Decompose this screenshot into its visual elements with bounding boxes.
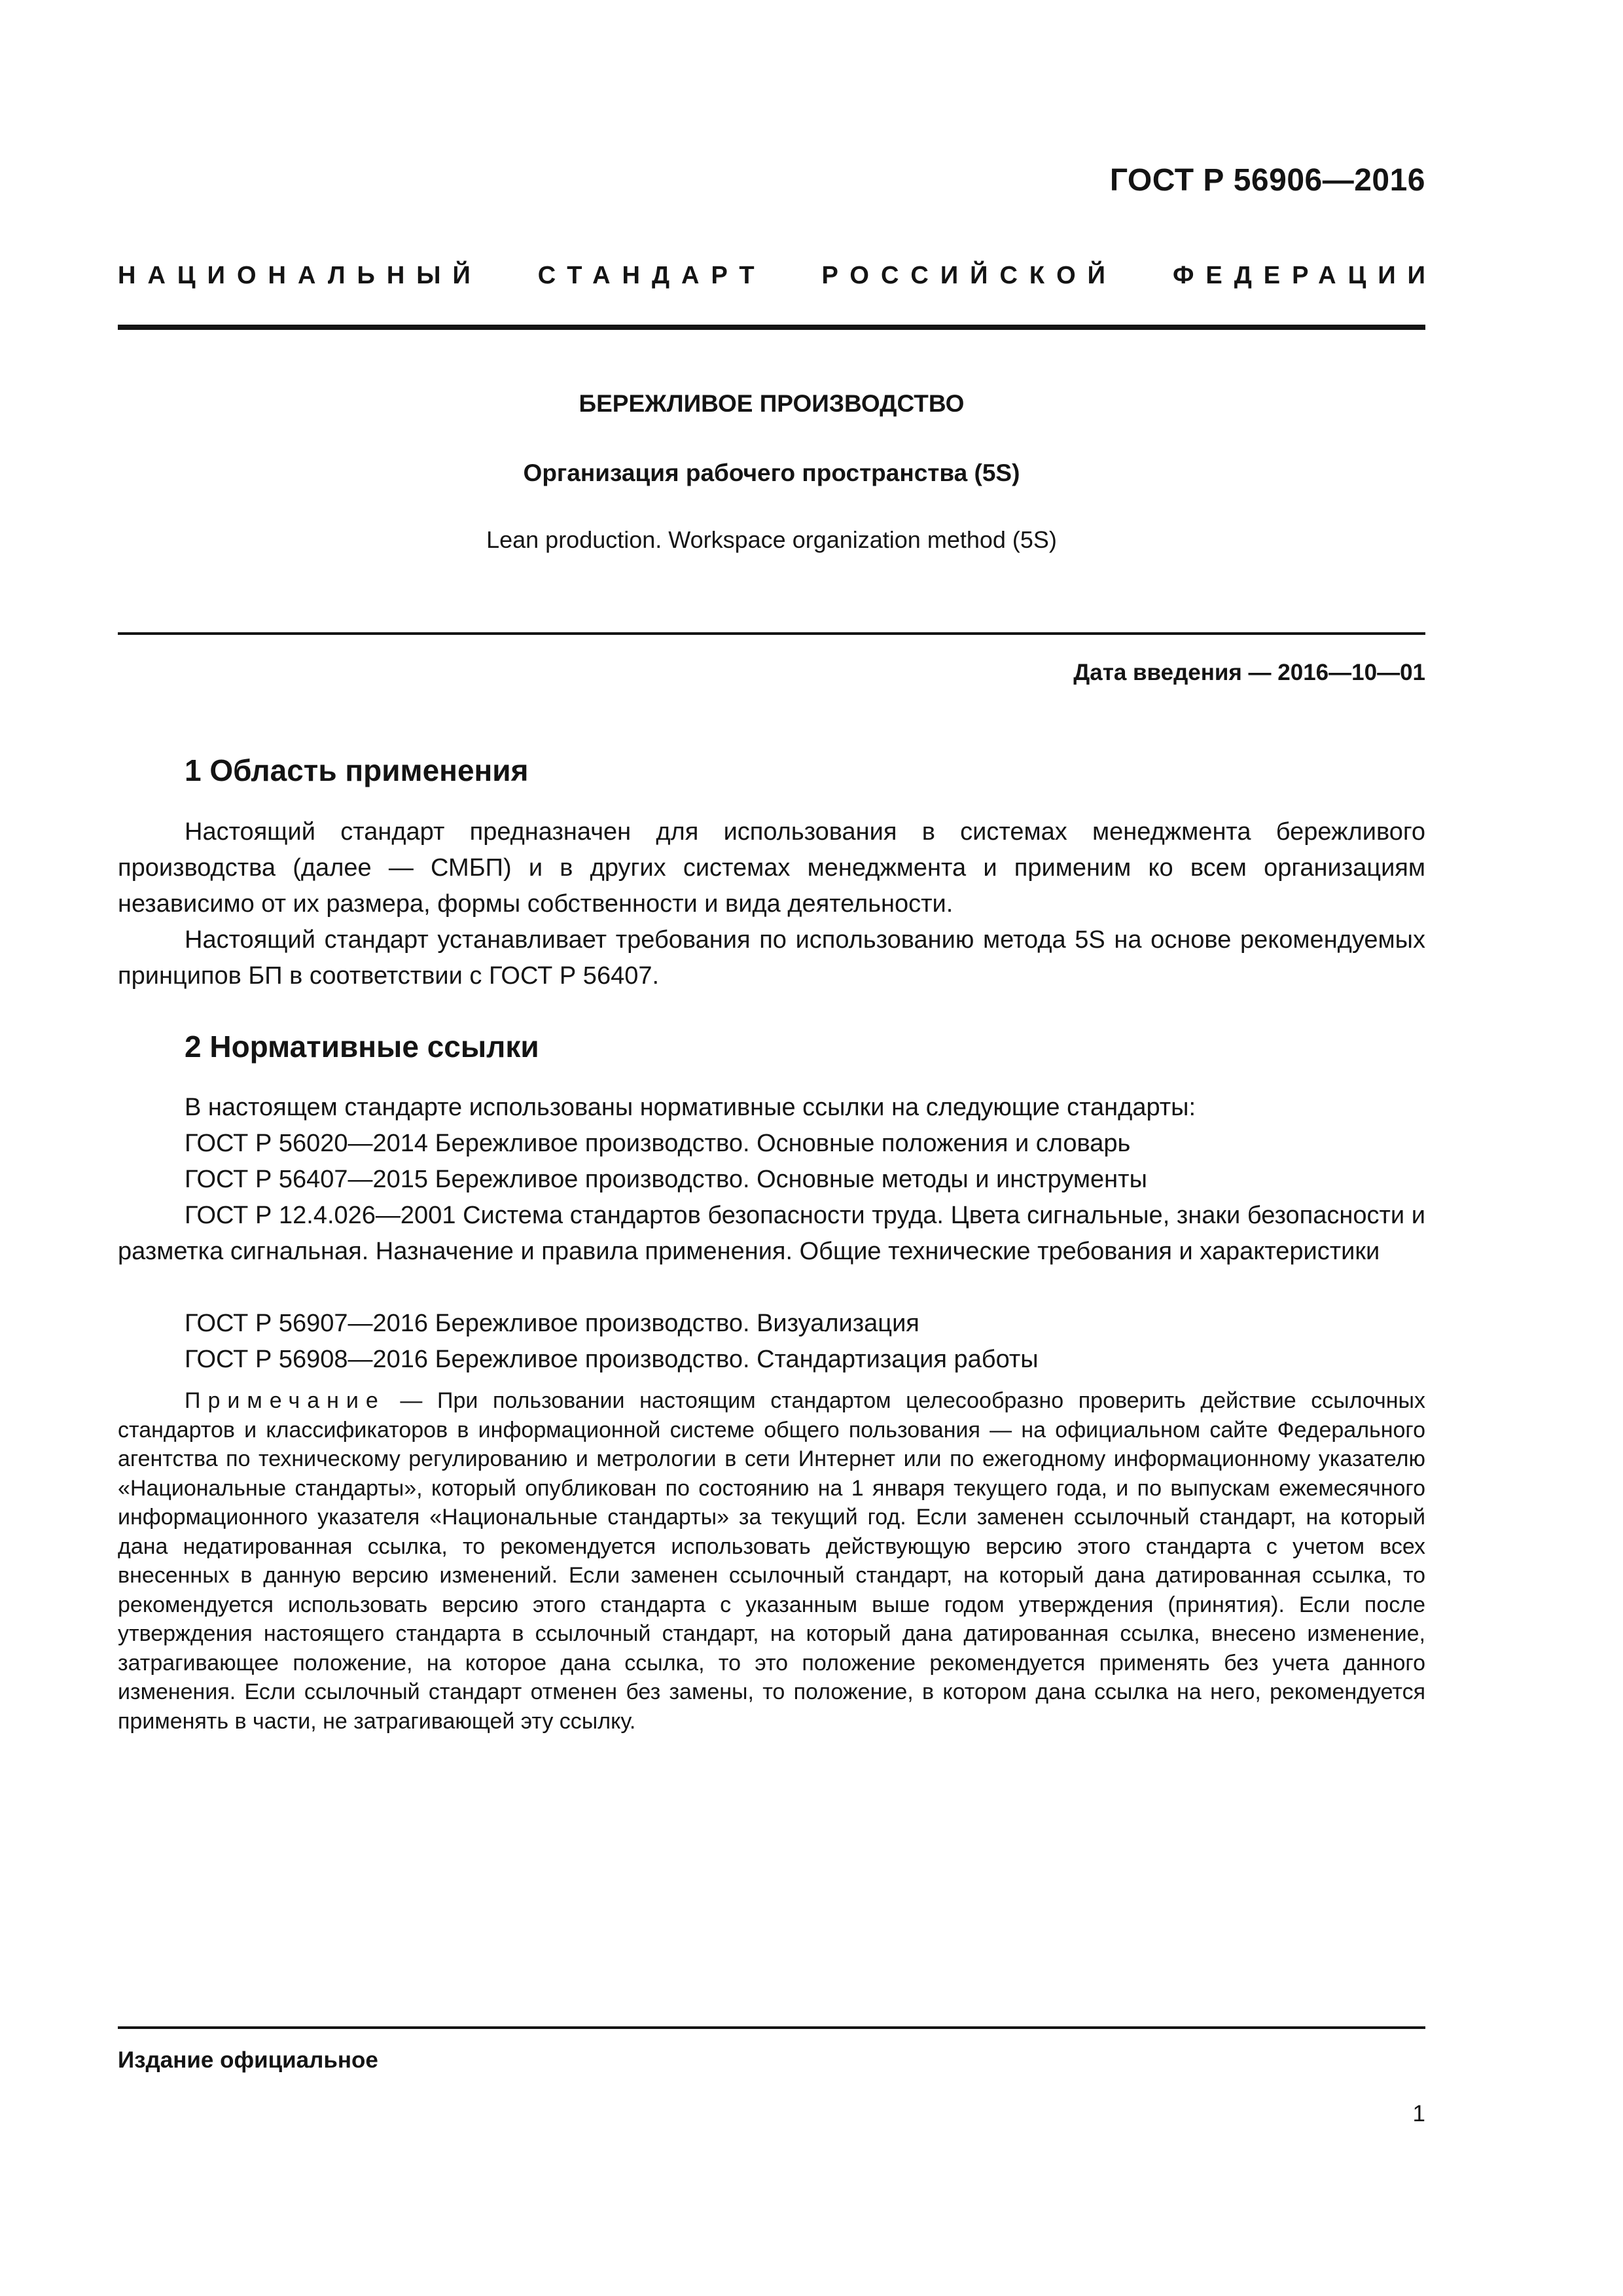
note-label: Примечание [185,1388,385,1413]
reference-item: ГОСТ Р 12.4.026—2001 Система стандартов безопасности труда. Цвета сигнальные, знаки безопасности и разметка сигнальная. Назначение и правила применения. Общие технические требования и характеристики [118,1202,1425,1265]
introduction-date: Дата введения — 2016—10—01 [1073,660,1425,685]
normative-note [118,1386,1425,1736]
reference-item: ГОСТ Р 56020—2014 Бережливое производство. Основные положения и словарь [185,1130,1131,1157]
document-title: БЕРЕЖЛИВОЕ ПРОИЗВОДСТВО [579,390,965,417]
reference-item: ГОСТ Р 56907—2016 Бережливое производство. Визуализация [185,1310,919,1337]
section-2-heading: 2 Нормативные ссылки [185,1030,539,1064]
banner-word: НАЦИОНАЛЬНЫЙ [118,262,482,289]
page-number: 1 [1412,2101,1425,2126]
banner-word: ФЕДЕРАЦИИ [1172,262,1437,289]
standard-designation: ГОСТ Р 56906—2016 [1109,163,1425,198]
reference-item: ГОСТ Р 56908—2016 Бережливое производство. Стандартизация работы [185,1346,1039,1373]
banner-word: СТАНДАРТ [537,262,766,289]
note-text: — При пользовании настоящим стандартом целесообразно проверить действие ссылочных стандартов и классификаторов в информационной системе общего пользования — на официальном сайте Федерального агентства по техническому регулированию и метрологии в сети Интернет или по ежегодному информационному указателю «Национальные стандарты», который опубликован по состоянию на 1 января текущего года, и по выпускам ежемесячного информационного указателя «Национальные стандарты» за текущий год. Если заменен ссылочный стандарт, на который дана недатированная ссылка, то рекомендуется использовать действующую версию этого стандарта с учетом всех внесенных в данную версию изменений. Если заменен ссылочный стандарт, на который дана датированная ссылка, то рекомендуется использовать версию этого стандарта с указанным выше годом утверждения (принятия). Если после утверждения настоящего стандарта в ссылочный стандарт, на который дана датированная ссылка, внесено изменение, затрагивающее положение, на которое дана ссылка, то это положение рекомендуется применять без учета данного изменения. Если ссылочный стандарт отменен без замены, то положение, в котором дана ссылка на него, рекомендуется применять в части, не затрагивающей эту ссылку. [118,1388,1425,1734]
banner-word: РОССИЙСКОЙ [821,262,1117,289]
header-divider [118,325,1425,330]
official-edition-label: Издание официальное [118,2047,378,2073]
document-subtitle: Организация рабочего пространства (5S) [523,459,1020,486]
document-english-title: Lean production. Workspace organization method (5S) [486,526,1057,553]
section-2-intro: В настоящем стандарте использованы нормативные ссылки на следующие стандарты: [185,1094,1196,1121]
title-divider [118,632,1425,635]
national-standard-banner [118,262,1437,290]
footer-divider [118,2026,1425,2029]
section-1-heading: 1 Область применения [185,753,529,787]
section-1-paragraph: Настоящий стандарт предназначен для использования в системах менеджмента бережливого производства (далее — СМБП) и в других системах менеджмента и применим ко всем организациям независимо от их размера, формы собственности и вида деятельности. [118,818,1425,918]
reference-item: ГОСТ Р 56407—2015 Бережливое производство. Основные методы и инструменты [185,1166,1147,1193]
section-1-paragraph: Настоящий стандарт устанавливает требования по использованию метода 5S на основе рекомендуемых принципов БП в соответствии с ГОСТ Р 56407. [118,926,1425,990]
